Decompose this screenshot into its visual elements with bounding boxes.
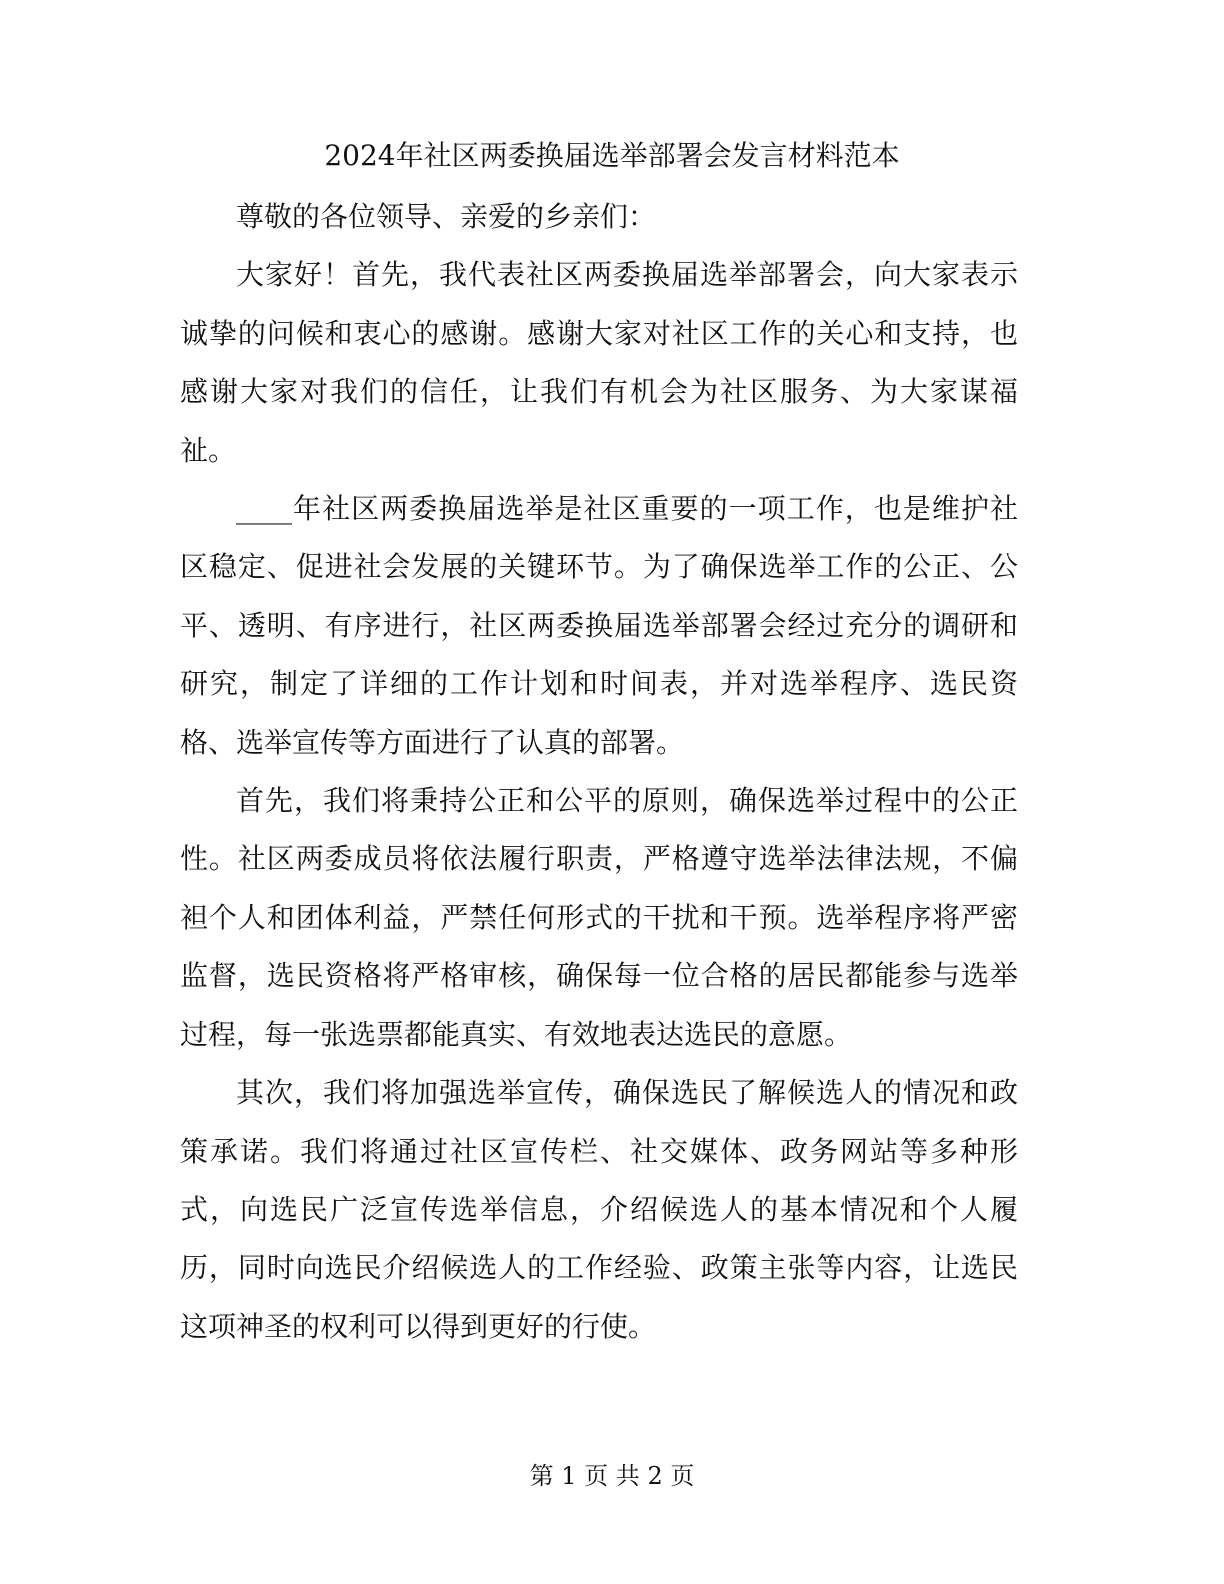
page-number-footer: 第 1 页 共 2 页: [529, 1462, 695, 1490]
document-body: [180, 188, 1018, 1356]
document-title: 2024年社区两委换届选举部署会发言材料范本: [324, 139, 900, 172]
paragraph-election-overview: ____年社区两委换届选举是社区重要的一项工作，也是维护社区稳定、促进社会发展的关键环节。为了确保选举工作的公正、公平、透明、有序进行，社区两委换届选举部署会经过充分的调研和研究，制定了详细的工作计划和时间表，并对选举程序、选民资格、选举宣传等方面进行了认真的部署。: [180, 492, 1018, 759]
paragraph-publicity: 其次，我们将加强选举宣传，确保选民了解候选人的情况和政策承诺。我们将通过社区宣传栏、社交媒体、政务网站等多种形式，向选民广泛宣传选举信息，介绍候选人的基本情况和个人履历，同时向选民介绍候选人的工作经验、政策主张等内容，让选民这项神圣的权利可以得到更好的行使。: [180, 1076, 1018, 1343]
paragraph-greeting: 尊敬的各位领导、亲爱的乡亲们：: [236, 200, 657, 233]
paragraph-fairness: 首先，我们将秉持公正和公平的原则，确保选举过程中的公正性。社区两委成员将依法履行职责，严格遵守选举法律法规，不偏袒个人和团体利益，严禁任何形式的干扰和干预。选举程序将严密监督，选民资格将严格审核，确保每一位合格的居民都能参与选举过程，每一张选票都能真实、有效地表达选民的意愿。: [180, 784, 1018, 1051]
paragraph-opening: 大家好！首先，我代表社区两委换届选举部署会，向大家表示诚挚的问候和衷心的感谢。感谢大家对社区工作的关心和支持，也感谢大家对我们的信任，让我们有机会为社区服务、为大家谋福祉。: [180, 258, 1018, 467]
